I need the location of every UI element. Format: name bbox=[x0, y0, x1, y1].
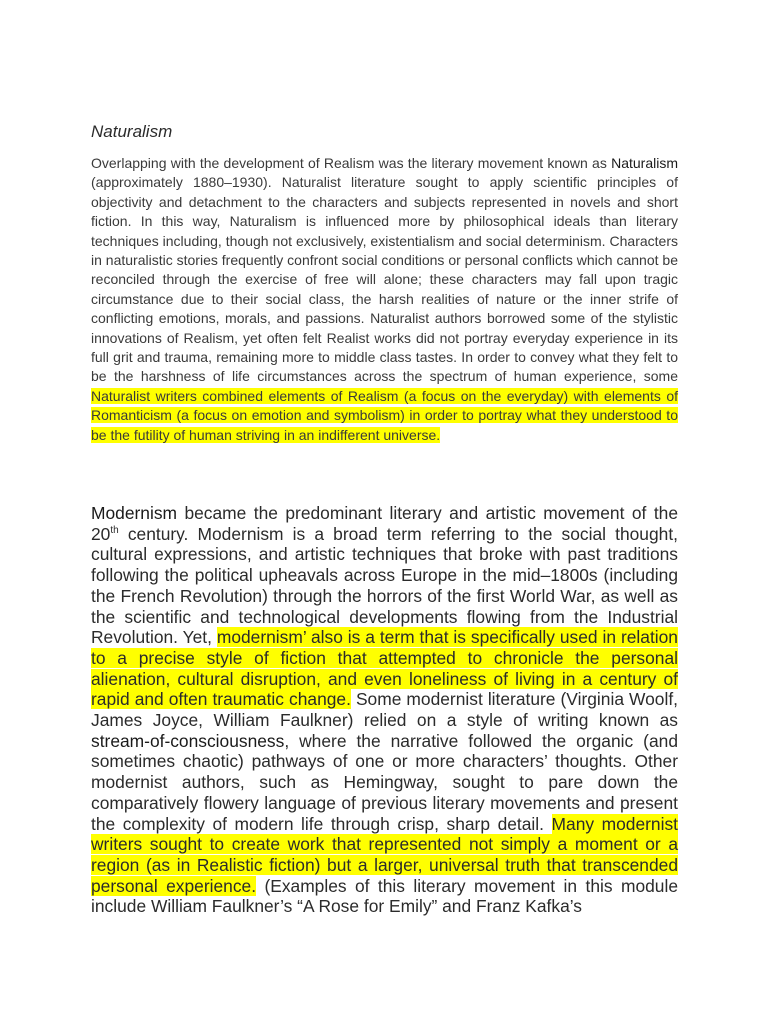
modernism-text-1: became the predominant literary and artistic movement of the 20 bbox=[91, 503, 678, 544]
modernism-text-2: century. Modernism is a broad term referring to the social thought, cultural expressions, and artistic techniques that broke with past traditions following the political upheavals across Europe in the mid–1800s (including the French Revolution) through the horrors of the first World War, as well as the scientific and technological developments flowing from the Industrial Revolution. Yet, bbox=[91, 523, 678, 648]
naturalism-heading: Naturalism bbox=[91, 122, 173, 141]
modernism-text-4: , where the narrative followed the organic (and sometimes chaotic) pathways of one or more characters’ thoughts. Other modernist authors, such as Hemingway, sought to pare down the comparatively flowery language of previous literary movements and present the complexity of modern life through crisp, sharp detail. bbox=[91, 730, 678, 834]
modernism-term: Modernism bbox=[91, 503, 178, 523]
modernism-text-5: (Examples of this literary movement in this module include William Faulkner’s “A Rose for Emily” and Franz Kafka’s bbox=[91, 875, 678, 917]
naturalism-paragraph bbox=[91, 154, 678, 445]
modernism-highlight-1: modernism’ also is a term that is specifically used in relation to a precise style of fiction that attempted to chronicle the personal alienation, cultural disruption, and even loneliness of living in a century of rapid and often traumatic change. bbox=[91, 627, 678, 710]
modernism-text-3: Some modernist literature (Virginia Woolf, James Joyce, William Faulkner) relied on a style of writing known as bbox=[91, 689, 678, 731]
naturalism-highlight: Naturalist writers combined elements of Realism (a focus on the everyday) with elements of Romanticism (a focus on emotion and symbolism) in order to portray what they understood to be the futility of human striving in an indifferent universe. bbox=[91, 387, 678, 443]
modernism-highlight-2: Many modernist writers sought to create work that represented not simply a moment or a region (as in Realistic fiction) but a larger, universal truth that transcended personal experience. bbox=[91, 813, 678, 896]
naturalism-term: Naturalism bbox=[611, 155, 678, 171]
modernism-superscript: th bbox=[110, 524, 119, 536]
naturalism-body-text: (approximately 1880–1930). Naturalist literature sought to apply scientific principles of objectivity and detachment to the characters and subjects represented in novels and short fiction. In this way, Naturalism is influenced more by philosophical ideals than literary techniques including, though not exclusively, existentialism and social determinism. Characters in naturalistic stories frequently confront social conditions or personal conflicts which cannot be reconciled through the exercise of free will alone; these characters may fall upon tragic circumstance due to their social class, the harsh realities of nature or the inner strife of conflicting emotions, morals, and passions. Naturalist authors borrowed some of the stylistic innovations of Realism, yet often felt Realist works did not portray everyday experience in its full grit and trauma, remaining more to middle class tastes. In order to convey what they felt to be the harshness of life circumstances across the spectrum of human experience, some bbox=[91, 174, 678, 385]
naturalism-intro-text: Overlapping with the development of Realism was the literary movement known as bbox=[91, 155, 612, 171]
stream-of-consciousness-term: stream-of-consciousness bbox=[91, 730, 285, 751]
modernism-paragraph bbox=[91, 503, 678, 917]
